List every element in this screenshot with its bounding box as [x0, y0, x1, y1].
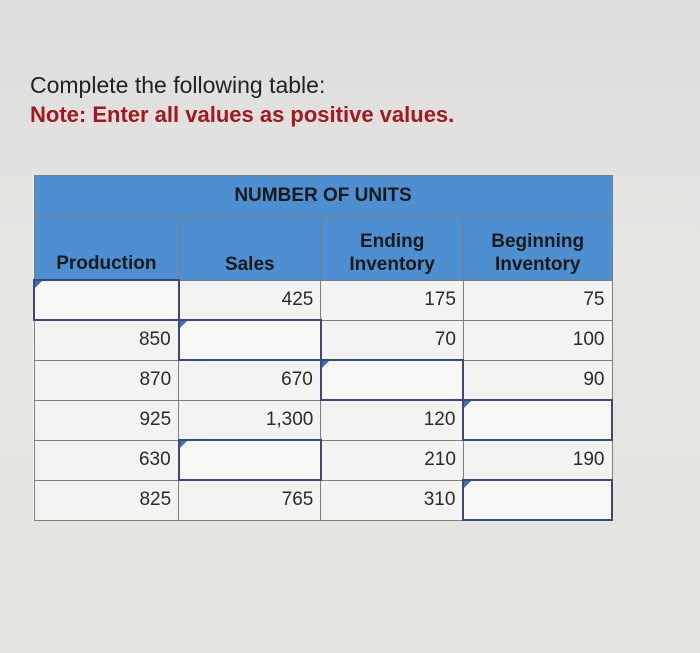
beginning-inventory-cell: 90 — [463, 360, 612, 400]
sales-input[interactable] — [180, 321, 320, 359]
sales-cell: 765 — [179, 480, 321, 520]
beginning-inventory-cell: 100 — [463, 320, 612, 360]
sales-cell: 425 — [179, 280, 321, 320]
beginning-inventory-cell: 75 — [463, 280, 612, 320]
beginning-inventory-input-cell[interactable] — [463, 400, 612, 440]
column-header-ending-inventory: Ending Inventory — [321, 217, 464, 281]
sales-cell: 670 — [179, 360, 321, 400]
column-header-production: Production — [34, 217, 179, 281]
production-cell: 850 — [34, 320, 179, 360]
table-row — [34, 440, 612, 480]
table-row — [34, 480, 612, 520]
production-input[interactable] — [35, 281, 178, 319]
production-input-cell[interactable] — [34, 280, 179, 320]
ending-inventory-cell: 310 — [321, 480, 464, 520]
ending-inventory-input[interactable] — [322, 361, 463, 399]
production-cell: 630 — [34, 440, 179, 480]
ending-inventory-cell: 70 — [321, 320, 464, 360]
ending-inventory-cell: 175 — [321, 280, 464, 320]
sales-input[interactable] — [180, 441, 320, 479]
ending-inventory-cell: 120 — [321, 400, 464, 440]
beginning-inventory-input[interactable] — [464, 401, 611, 439]
table-row — [34, 360, 612, 400]
production-cell: 870 — [34, 360, 179, 400]
production-cell: 925 — [34, 400, 179, 440]
beginning-inventory-cell: 190 — [463, 440, 612, 480]
table-row — [34, 280, 612, 320]
beginning-inventory-input[interactable] — [464, 481, 611, 519]
production-cell: 825 — [34, 480, 179, 520]
table-row — [34, 400, 612, 440]
table-row — [34, 320, 612, 360]
beginning-inventory-input-cell[interactable] — [463, 480, 612, 520]
ending-inventory-input-cell[interactable] — [321, 360, 464, 400]
instruction-text: Complete the following table: — [30, 72, 326, 98]
note-text: Note: Enter all values as positive values. — [30, 102, 455, 127]
sales-cell: 1,300 — [179, 400, 321, 440]
question-prompt — [30, 70, 454, 130]
table-title: NUMBER OF UNITS — [34, 176, 612, 217]
sales-input-cell[interactable] — [179, 320, 321, 360]
sales-input-cell[interactable] — [179, 440, 321, 480]
column-header-sales: Sales — [179, 217, 321, 281]
ending-inventory-cell: 210 — [321, 440, 464, 480]
units-table — [33, 175, 613, 521]
column-header-beginning-inventory: Beginning Inventory — [463, 217, 612, 281]
